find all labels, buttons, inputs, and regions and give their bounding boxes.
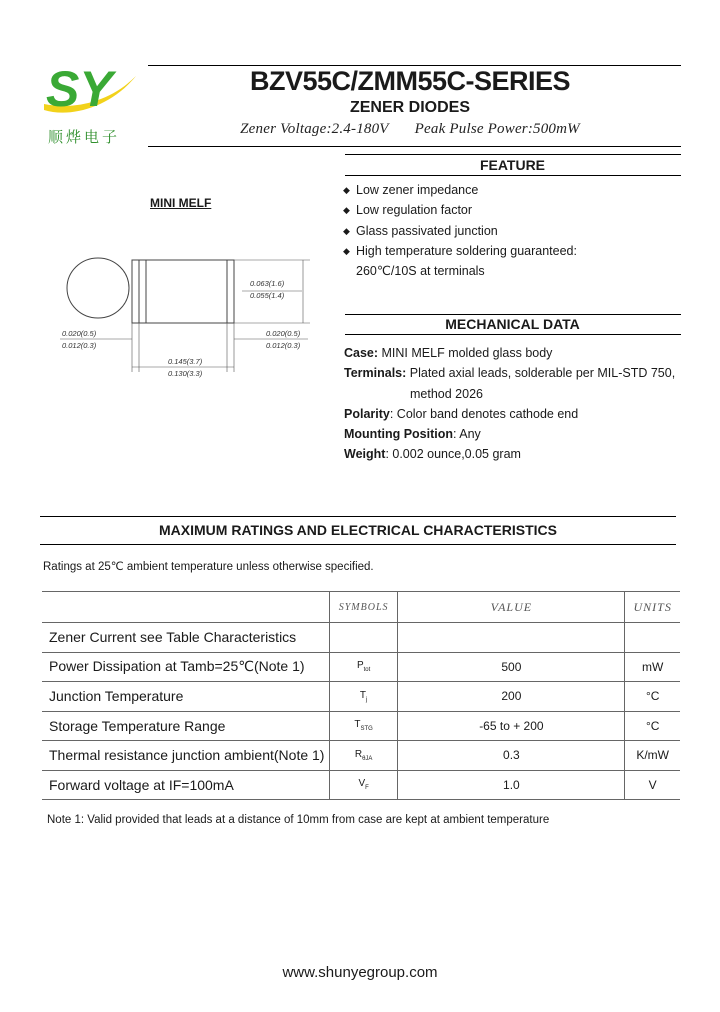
ratings-note: Ratings at 25℃ ambient temperature unless otherwise specified. <box>43 561 374 573</box>
unit-cell: V <box>625 770 680 800</box>
symbol-cell: $T_{STG}$ <box>329 711 398 741</box>
dim-diameter-max: 0.063(1.6) <box>250 279 285 288</box>
end-view-circle <box>67 258 129 318</box>
feature-list <box>343 180 683 281</box>
param-cell: Power Dissipation at Tamb=25℃(Note 1) <box>42 652 329 682</box>
bullet-arrow-icon: ◆ <box>343 225 350 236</box>
feature-heading: FEATURE <box>479 157 546 173</box>
mech-mounting: Mounting Position: Any <box>344 427 481 442</box>
symbol-cell: $P_{tot}$ <box>329 652 398 682</box>
symbol-cell: $T_j$ <box>329 682 398 712</box>
body-outline <box>132 260 234 323</box>
mech-top-rule <box>345 314 681 315</box>
mech-data <box>344 343 689 465</box>
feature-bottom-rule <box>345 175 681 176</box>
param-cell: Storage Temperature Range <box>42 711 329 741</box>
symbol-cell: $V_F$ <box>329 770 398 800</box>
feature-continuation: 260℃/10S at terminals <box>356 264 485 279</box>
mech-bottom-rule <box>345 334 681 335</box>
header-units: UNITS <box>625 592 680 623</box>
unit-cell <box>625 623 680 653</box>
value-cell: 500 <box>398 652 625 682</box>
value-cell: -65 to + 200 <box>398 711 625 741</box>
header-value: VALUE <box>398 592 625 623</box>
logo-letters: SY <box>46 61 113 117</box>
mech-heading: MECHANICAL DATA <box>445 316 580 332</box>
param-cell: Forward voltage at IF=100mA <box>42 770 329 800</box>
feature-item: ◆ Low zener impedance <box>343 180 683 200</box>
param-cell: Zener Current see Table Characteristics <box>42 623 329 653</box>
header-parameter <box>42 592 329 623</box>
website-link[interactable]: www.shunyegroup.com <box>282 964 438 981</box>
package-label: MINI MELF <box>150 196 212 210</box>
header-bottom-rule <box>148 146 681 147</box>
dim-length-max: 0.145(3.7) <box>168 357 203 366</box>
company-logo <box>40 58 140 148</box>
bullet-arrow-icon: ◆ <box>343 185 350 195</box>
unit-cell: mW <box>625 652 680 682</box>
table-row <box>42 652 680 682</box>
dim-lead-right-max: 0.020(0.5) <box>266 329 301 338</box>
page-subtitle: ZENER DIODES <box>349 99 470 116</box>
mech-weight: Weight: 0.002 ounce,0.05 gram <box>344 447 521 462</box>
feature-item: ◆ High temperature soldering guaranteed: <box>343 241 683 261</box>
ratings-bottom-rule <box>40 544 676 545</box>
header-symbols: SYMBOLS <box>329 592 398 623</box>
cathode-band <box>132 260 139 323</box>
bullet-arrow-icon: ◆ <box>343 205 350 216</box>
dim-lead-left-max: 0.020(0.5) <box>62 329 97 338</box>
spec-line <box>190 121 630 138</box>
footnote: Note 1: Valid provided that leads at a distance of 10mm from case are kept at ambient temperature <box>47 814 550 826</box>
bullet-arrow-icon: ◆ <box>343 245 350 256</box>
dim-lead-right-min: 0.012(0.3) <box>266 341 301 350</box>
package-outline-drawing <box>40 240 340 390</box>
feature-item: ◆ Glass passivated junction <box>343 221 683 241</box>
mech-polarity: Polarity: Color band denotes cathode end <box>344 406 579 421</box>
table-row <box>42 682 680 712</box>
peak-pulse-power: Peak Pulse Power:500mW <box>414 121 580 137</box>
zener-voltage: Zener Voltage:2.4-180V <box>240 121 389 137</box>
dim-lead-left-min: 0.012(0.3) <box>62 341 97 350</box>
value-cell: 1.0 <box>398 770 625 800</box>
feature-top-rule <box>345 154 681 155</box>
table-row <box>42 711 680 741</box>
unit-cell: K/mW <box>625 741 680 771</box>
table-row <box>42 770 680 800</box>
mech-terminals-cont: method 2026 <box>410 386 483 401</box>
symbol-cell: $R_{\theta JA}$ <box>329 741 398 771</box>
mech-terminals: Terminals: Plated axial leads, solderable per MIL-STD 750, <box>344 366 676 381</box>
param-cell: Junction Temperature <box>42 682 329 712</box>
logo-chinese: 顺烨电子 <box>48 128 121 146</box>
table-row <box>42 623 680 653</box>
dim-length-min: 0.130(3.3) <box>168 369 203 378</box>
table-row <box>42 741 680 771</box>
table-header-row <box>42 592 680 623</box>
param-cell: Thermal resistance junction ambient(Note 1) <box>42 741 329 771</box>
anode-cap <box>227 260 234 323</box>
ratings-table <box>42 591 680 800</box>
value-cell: 200 <box>398 682 625 712</box>
page-title: BZV55C/ZMM55C-SERIES <box>249 66 571 96</box>
dim-diameter-min: 0.055(1.4) <box>250 291 285 300</box>
value-cell: 0.3 <box>398 741 625 771</box>
symbol-cell <box>329 623 398 653</box>
ratings-heading: MAXIMUM RATINGS AND ELECTRICAL CHARACTERISTICS <box>159 522 557 538</box>
feature-item: ◆ Low regulation factor <box>343 200 683 220</box>
unit-cell: °C <box>625 711 680 741</box>
ratings-top-rule <box>40 516 676 517</box>
value-cell <box>398 623 625 653</box>
unit-cell: °C <box>625 682 680 712</box>
mech-case: Case: MINI MELF molded glass body <box>344 346 553 360</box>
